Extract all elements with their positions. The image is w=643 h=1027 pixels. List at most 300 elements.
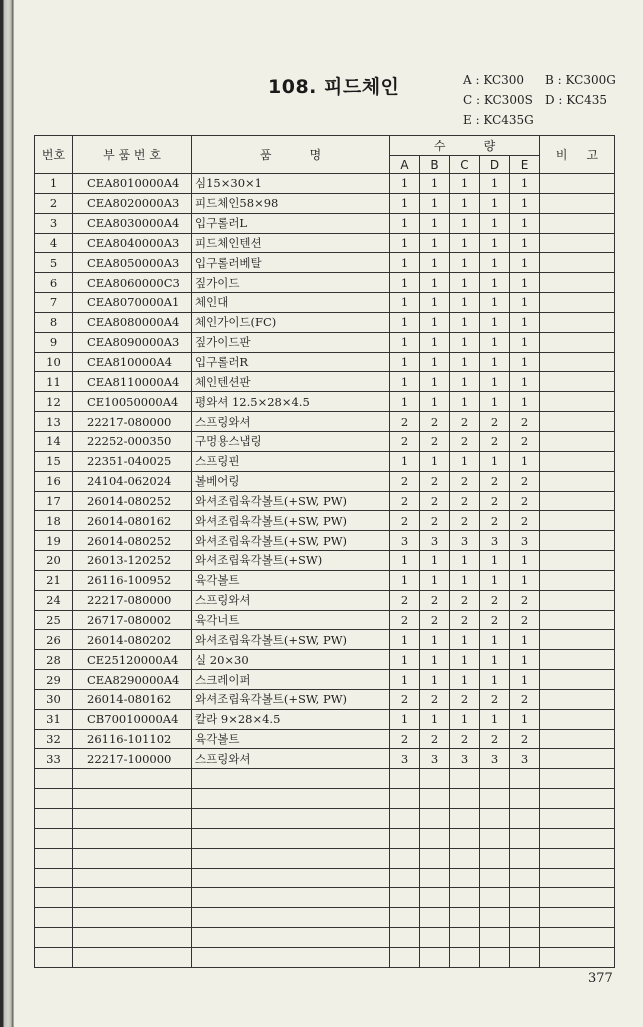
row-qty-a: [390, 789, 420, 809]
row-qty-c: 1: [450, 233, 480, 253]
row-qty-c: 1: [450, 551, 480, 571]
row-qty-a: 2: [390, 412, 420, 432]
header-col-d: D: [480, 156, 510, 174]
row-qty-c: 1: [450, 352, 480, 372]
row-qty-c: 1: [450, 213, 480, 233]
row-qty-e: 1: [510, 193, 540, 213]
row-qty-e: 2: [510, 412, 540, 432]
row-qty-a: 1: [390, 352, 420, 372]
row-part-name: 육각볼트: [192, 729, 390, 749]
row-qty-a: 1: [390, 630, 420, 650]
row-number: [35, 848, 73, 868]
row-qty-b: 1: [420, 570, 450, 590]
row-qty-d: 1: [480, 312, 510, 332]
row-qty-b: 1: [420, 650, 450, 670]
row-qty-e: [510, 928, 540, 948]
row-qty-e: 1: [510, 233, 540, 253]
row-remark: [540, 848, 615, 868]
row-qty-a: 3: [390, 531, 420, 551]
row-part-number: 26717-080002: [73, 610, 192, 630]
row-qty-b: 1: [420, 451, 450, 471]
row-remark: [540, 769, 615, 789]
row-qty-e: 2: [510, 689, 540, 709]
row-part-name: [192, 809, 390, 829]
row-remark: [540, 273, 615, 293]
row-part-number: [73, 809, 192, 829]
row-part-name: 입구롤러R: [192, 352, 390, 372]
row-qty-b: 1: [420, 233, 450, 253]
table-row: [35, 372, 615, 392]
row-qty-d: 2: [480, 729, 510, 749]
row-qty-d: [480, 947, 510, 967]
row-part-name: 칼라 9×28×4.5: [192, 709, 390, 729]
row-number: [35, 769, 73, 789]
row-qty-e: 1: [510, 273, 540, 293]
row-remark: [540, 253, 615, 273]
row-remark: [540, 947, 615, 967]
row-part-number: 26014-080162: [73, 689, 192, 709]
table-row: [35, 630, 615, 650]
row-number: 16: [35, 471, 73, 491]
row-remark: [540, 551, 615, 571]
row-qty-c: 2: [450, 491, 480, 511]
table-row: [35, 590, 615, 610]
row-remark: [540, 174, 615, 194]
table-row: [35, 312, 615, 332]
row-qty-e: 1: [510, 293, 540, 313]
row-number: [35, 888, 73, 908]
row-qty-c: 1: [450, 253, 480, 273]
model-legend-d: D : KC435: [545, 93, 608, 107]
row-part-name: 입구롤러L: [192, 213, 390, 233]
row-remark: [540, 511, 615, 531]
model-legend-b: B : KC300G: [545, 73, 616, 87]
row-part-name: 와셔조립육각볼트(+SW, PW): [192, 531, 390, 551]
row-part-number: CEA8010000A4: [73, 174, 192, 194]
row-qty-d: [480, 789, 510, 809]
row-qty-e: 1: [510, 253, 540, 273]
row-qty-b: 1: [420, 670, 450, 690]
row-qty-c: 1: [450, 332, 480, 352]
row-qty-e: [510, 848, 540, 868]
row-part-name: [192, 828, 390, 848]
row-remark: [540, 372, 615, 392]
row-number: 30: [35, 689, 73, 709]
row-part-name: 짚가이드: [192, 273, 390, 293]
row-number: 29: [35, 670, 73, 690]
row-qty-e: 1: [510, 570, 540, 590]
row-remark: [540, 709, 615, 729]
row-qty-c: 1: [450, 273, 480, 293]
row-part-name: 피드체인58×98: [192, 193, 390, 213]
row-part-number: [73, 947, 192, 967]
row-qty-e: 1: [510, 551, 540, 571]
row-qty-b: 2: [420, 511, 450, 531]
row-qty-a: 2: [390, 590, 420, 610]
row-qty-c: 1: [450, 570, 480, 590]
row-part-number: CEA8290000A4: [73, 670, 192, 690]
row-qty-a: [390, 888, 420, 908]
row-remark: [540, 888, 615, 908]
row-remark: [540, 293, 615, 313]
row-remark: [540, 650, 615, 670]
header-col-b: B: [420, 156, 450, 174]
row-part-number: CE25120000A4: [73, 650, 192, 670]
row-remark: [540, 590, 615, 610]
table-row: [35, 213, 615, 233]
row-number: 2: [35, 193, 73, 213]
row-qty-b: 2: [420, 412, 450, 432]
row-qty-e: 2: [510, 590, 540, 610]
row-qty-b: 1: [420, 709, 450, 729]
row-qty-b: [420, 769, 450, 789]
row-remark: [540, 213, 615, 233]
row-part-name: 체인가이드(FC): [192, 312, 390, 332]
row-qty-b: [420, 908, 450, 928]
table-row: [35, 868, 615, 888]
row-number: [35, 928, 73, 948]
row-qty-a: 3: [390, 749, 420, 769]
row-remark: [540, 431, 615, 451]
table-row: [35, 670, 615, 690]
header-col-a: A: [390, 156, 420, 174]
row-qty-c: 3: [450, 749, 480, 769]
row-remark: [540, 491, 615, 511]
row-qty-b: 1: [420, 253, 450, 273]
row-remark: [540, 332, 615, 352]
row-qty-b: 1: [420, 213, 450, 233]
row-part-number: [73, 828, 192, 848]
row-qty-a: 1: [390, 174, 420, 194]
row-qty-c: 1: [450, 670, 480, 690]
row-qty-b: [420, 868, 450, 888]
row-qty-e: 3: [510, 531, 540, 551]
row-qty-b: 3: [420, 749, 450, 769]
row-qty-b: 2: [420, 431, 450, 451]
row-remark: [540, 312, 615, 332]
row-part-name: 육각너트: [192, 610, 390, 630]
row-qty-d: 2: [480, 491, 510, 511]
row-qty-a: [390, 868, 420, 888]
row-number: 4: [35, 233, 73, 253]
row-qty-c: 1: [450, 312, 480, 332]
header-no: 번호: [35, 136, 73, 174]
row-qty-a: 2: [390, 689, 420, 709]
row-qty-c: [450, 908, 480, 928]
row-qty-d: 1: [480, 709, 510, 729]
row-number: 10: [35, 352, 73, 372]
row-qty-e: [510, 908, 540, 928]
row-part-name: 스프링와셔: [192, 412, 390, 432]
row-qty-a: 2: [390, 491, 420, 511]
row-qty-d: 1: [480, 670, 510, 690]
row-qty-d: [480, 809, 510, 829]
table-row: [35, 749, 615, 769]
header-remarks: 비 고: [540, 136, 615, 174]
row-qty-a: 1: [390, 570, 420, 590]
row-part-name: [192, 928, 390, 948]
row-qty-d: 1: [480, 630, 510, 650]
table-body: [35, 174, 615, 968]
row-remark: [540, 789, 615, 809]
table-row: [35, 709, 615, 729]
row-qty-c: 1: [450, 174, 480, 194]
row-qty-d: 2: [480, 511, 510, 531]
row-qty-d: 1: [480, 372, 510, 392]
row-qty-c: [450, 868, 480, 888]
row-part-name: 실 20×30: [192, 650, 390, 670]
row-qty-d: 1: [480, 253, 510, 273]
row-qty-a: 1: [390, 650, 420, 670]
row-qty-c: 2: [450, 431, 480, 451]
row-number: [35, 789, 73, 809]
row-qty-e: [510, 769, 540, 789]
row-qty-b: 2: [420, 471, 450, 491]
table-row: [35, 610, 615, 630]
row-qty-d: 2: [480, 689, 510, 709]
row-number: 6: [35, 273, 73, 293]
row-qty-e: 1: [510, 630, 540, 650]
parts-table: [34, 135, 615, 968]
row-part-name: 육각볼트: [192, 570, 390, 590]
row-qty-d: [480, 769, 510, 789]
row-qty-d: 1: [480, 352, 510, 372]
row-qty-d: 2: [480, 610, 510, 630]
row-qty-b: [420, 809, 450, 829]
row-remark: [540, 233, 615, 253]
row-qty-a: 1: [390, 670, 420, 690]
row-part-name: 피드체인텐션: [192, 233, 390, 253]
row-number: 8: [35, 312, 73, 332]
row-part-number: CEA8080000A4: [73, 312, 192, 332]
row-qty-a: [390, 769, 420, 789]
row-part-number: CEA8020000A3: [73, 193, 192, 213]
table-row: [35, 947, 615, 967]
row-qty-d: [480, 828, 510, 848]
row-qty-b: 1: [420, 273, 450, 293]
row-part-number: [73, 868, 192, 888]
row-part-number: 26014-080252: [73, 491, 192, 511]
row-remark: [540, 908, 615, 928]
row-number: [35, 868, 73, 888]
row-part-name: [192, 908, 390, 928]
row-number: [35, 809, 73, 829]
row-qty-a: 2: [390, 471, 420, 491]
row-qty-b: 2: [420, 689, 450, 709]
row-part-name: 입구롤러베탈: [192, 253, 390, 273]
row-remark: [540, 392, 615, 412]
row-part-name: 짚가이드판: [192, 332, 390, 352]
row-number: 20: [35, 551, 73, 571]
row-part-number: CEA8050000A3: [73, 253, 192, 273]
row-qty-a: 1: [390, 451, 420, 471]
table-row: [35, 551, 615, 571]
row-qty-d: [480, 868, 510, 888]
table-row: [35, 809, 615, 829]
row-qty-c: 2: [450, 729, 480, 749]
row-qty-c: [450, 789, 480, 809]
row-qty-d: [480, 888, 510, 908]
row-qty-a: 1: [390, 709, 420, 729]
row-part-name: 와셔조립육각볼트(+SW): [192, 551, 390, 571]
row-number: 21: [35, 570, 73, 590]
row-part-name: 스크레이퍼: [192, 670, 390, 690]
row-qty-c: [450, 809, 480, 829]
row-remark: [540, 689, 615, 709]
row-number: 18: [35, 511, 73, 531]
row-qty-b: 2: [420, 491, 450, 511]
row-number: 17: [35, 491, 73, 511]
row-qty-c: 1: [450, 372, 480, 392]
table-row: [35, 412, 615, 432]
row-part-name: [192, 868, 390, 888]
row-qty-e: 1: [510, 352, 540, 372]
row-part-number: [73, 848, 192, 868]
row-qty-e: 2: [510, 729, 540, 749]
table-row: [35, 789, 615, 809]
row-number: 13: [35, 412, 73, 432]
row-part-number: CEA8070000A1: [73, 293, 192, 313]
row-qty-a: 2: [390, 511, 420, 531]
row-qty-d: 1: [480, 193, 510, 213]
row-qty-a: 2: [390, 729, 420, 749]
row-qty-a: 1: [390, 213, 420, 233]
row-qty-a: 1: [390, 253, 420, 273]
row-qty-b: 1: [420, 332, 450, 352]
table-row: [35, 471, 615, 491]
row-part-number: 26014-080162: [73, 511, 192, 531]
row-qty-c: [450, 769, 480, 789]
model-legend-e: E : KC435G: [463, 113, 534, 127]
row-qty-e: 1: [510, 709, 540, 729]
row-qty-b: [420, 828, 450, 848]
row-part-number: 26116-100952: [73, 570, 192, 590]
row-qty-b: 2: [420, 590, 450, 610]
row-qty-d: 1: [480, 551, 510, 571]
row-qty-d: [480, 908, 510, 928]
row-number: 26: [35, 630, 73, 650]
row-qty-a: 2: [390, 610, 420, 630]
row-part-name: 와셔조립육각볼트(+SW, PW): [192, 630, 390, 650]
row-qty-a: 1: [390, 293, 420, 313]
table-row: [35, 928, 615, 948]
row-part-number: CB70010000A4: [73, 709, 192, 729]
row-qty-a: [390, 809, 420, 829]
row-qty-c: 2: [450, 412, 480, 432]
row-qty-c: [450, 888, 480, 908]
row-qty-d: 3: [480, 749, 510, 769]
row-qty-e: [510, 828, 540, 848]
table-row: [35, 253, 615, 273]
table-row: [35, 332, 615, 352]
row-qty-b: [420, 947, 450, 967]
row-qty-c: 1: [450, 630, 480, 650]
row-part-number: [73, 928, 192, 948]
table-row: [35, 174, 615, 194]
row-qty-e: 1: [510, 392, 540, 412]
row-part-name: 스프링와셔: [192, 749, 390, 769]
row-qty-d: 1: [480, 392, 510, 412]
row-qty-b: 3: [420, 531, 450, 551]
row-qty-c: 2: [450, 689, 480, 709]
table-row: [35, 431, 615, 451]
row-qty-e: 2: [510, 491, 540, 511]
row-number: 12: [35, 392, 73, 412]
table-row: [35, 233, 615, 253]
row-remark: [540, 471, 615, 491]
row-qty-c: [450, 928, 480, 948]
row-remark: [540, 828, 615, 848]
row-remark: [540, 531, 615, 551]
row-qty-a: 1: [390, 233, 420, 253]
row-part-number: 24104-062024: [73, 471, 192, 491]
row-qty-c: 2: [450, 590, 480, 610]
row-qty-e: 1: [510, 174, 540, 194]
row-qty-a: 1: [390, 372, 420, 392]
row-number: 14: [35, 431, 73, 451]
table-row: [35, 293, 615, 313]
row-part-number: CEA8060000C3: [73, 273, 192, 293]
row-remark: [540, 610, 615, 630]
table-row: [35, 769, 615, 789]
table-row: [35, 729, 615, 749]
row-qty-c: 1: [450, 392, 480, 412]
row-part-number: CE10050000A4: [73, 392, 192, 412]
row-qty-d: 2: [480, 412, 510, 432]
row-remark: [540, 749, 615, 769]
row-qty-d: 1: [480, 273, 510, 293]
row-qty-d: 1: [480, 174, 510, 194]
row-number: 11: [35, 372, 73, 392]
row-number: 1: [35, 174, 73, 194]
row-part-name: [192, 769, 390, 789]
row-qty-e: [510, 809, 540, 829]
row-qty-d: 1: [480, 332, 510, 352]
row-qty-c: 1: [450, 451, 480, 471]
table-row: [35, 828, 615, 848]
row-qty-e: 2: [510, 431, 540, 451]
row-qty-b: 1: [420, 392, 450, 412]
row-part-number: 26014-080202: [73, 630, 192, 650]
row-number: 25: [35, 610, 73, 630]
row-part-number: 22217-080000: [73, 412, 192, 432]
row-number: [35, 908, 73, 928]
row-qty-e: 1: [510, 451, 540, 471]
row-qty-c: 2: [450, 471, 480, 491]
row-qty-b: [420, 789, 450, 809]
row-remark: [540, 352, 615, 372]
row-qty-d: 2: [480, 471, 510, 491]
row-part-number: [73, 789, 192, 809]
row-part-number: 22217-100000: [73, 749, 192, 769]
row-remark: [540, 670, 615, 690]
row-qty-c: 3: [450, 531, 480, 551]
row-qty-e: 1: [510, 670, 540, 690]
row-qty-d: 1: [480, 570, 510, 590]
row-part-name: 볼베어링: [192, 471, 390, 491]
table-row: [35, 273, 615, 293]
row-remark: [540, 193, 615, 213]
table-row: [35, 888, 615, 908]
row-part-number: 26116-101102: [73, 729, 192, 749]
row-part-name: 와셔조립육각볼트(+SW, PW): [192, 689, 390, 709]
row-qty-d: 3: [480, 531, 510, 551]
row-qty-d: 1: [480, 213, 510, 233]
row-qty-b: [420, 888, 450, 908]
header-part-number: 부 품 번 호: [73, 136, 192, 174]
row-remark: [540, 570, 615, 590]
table-row: [35, 511, 615, 531]
